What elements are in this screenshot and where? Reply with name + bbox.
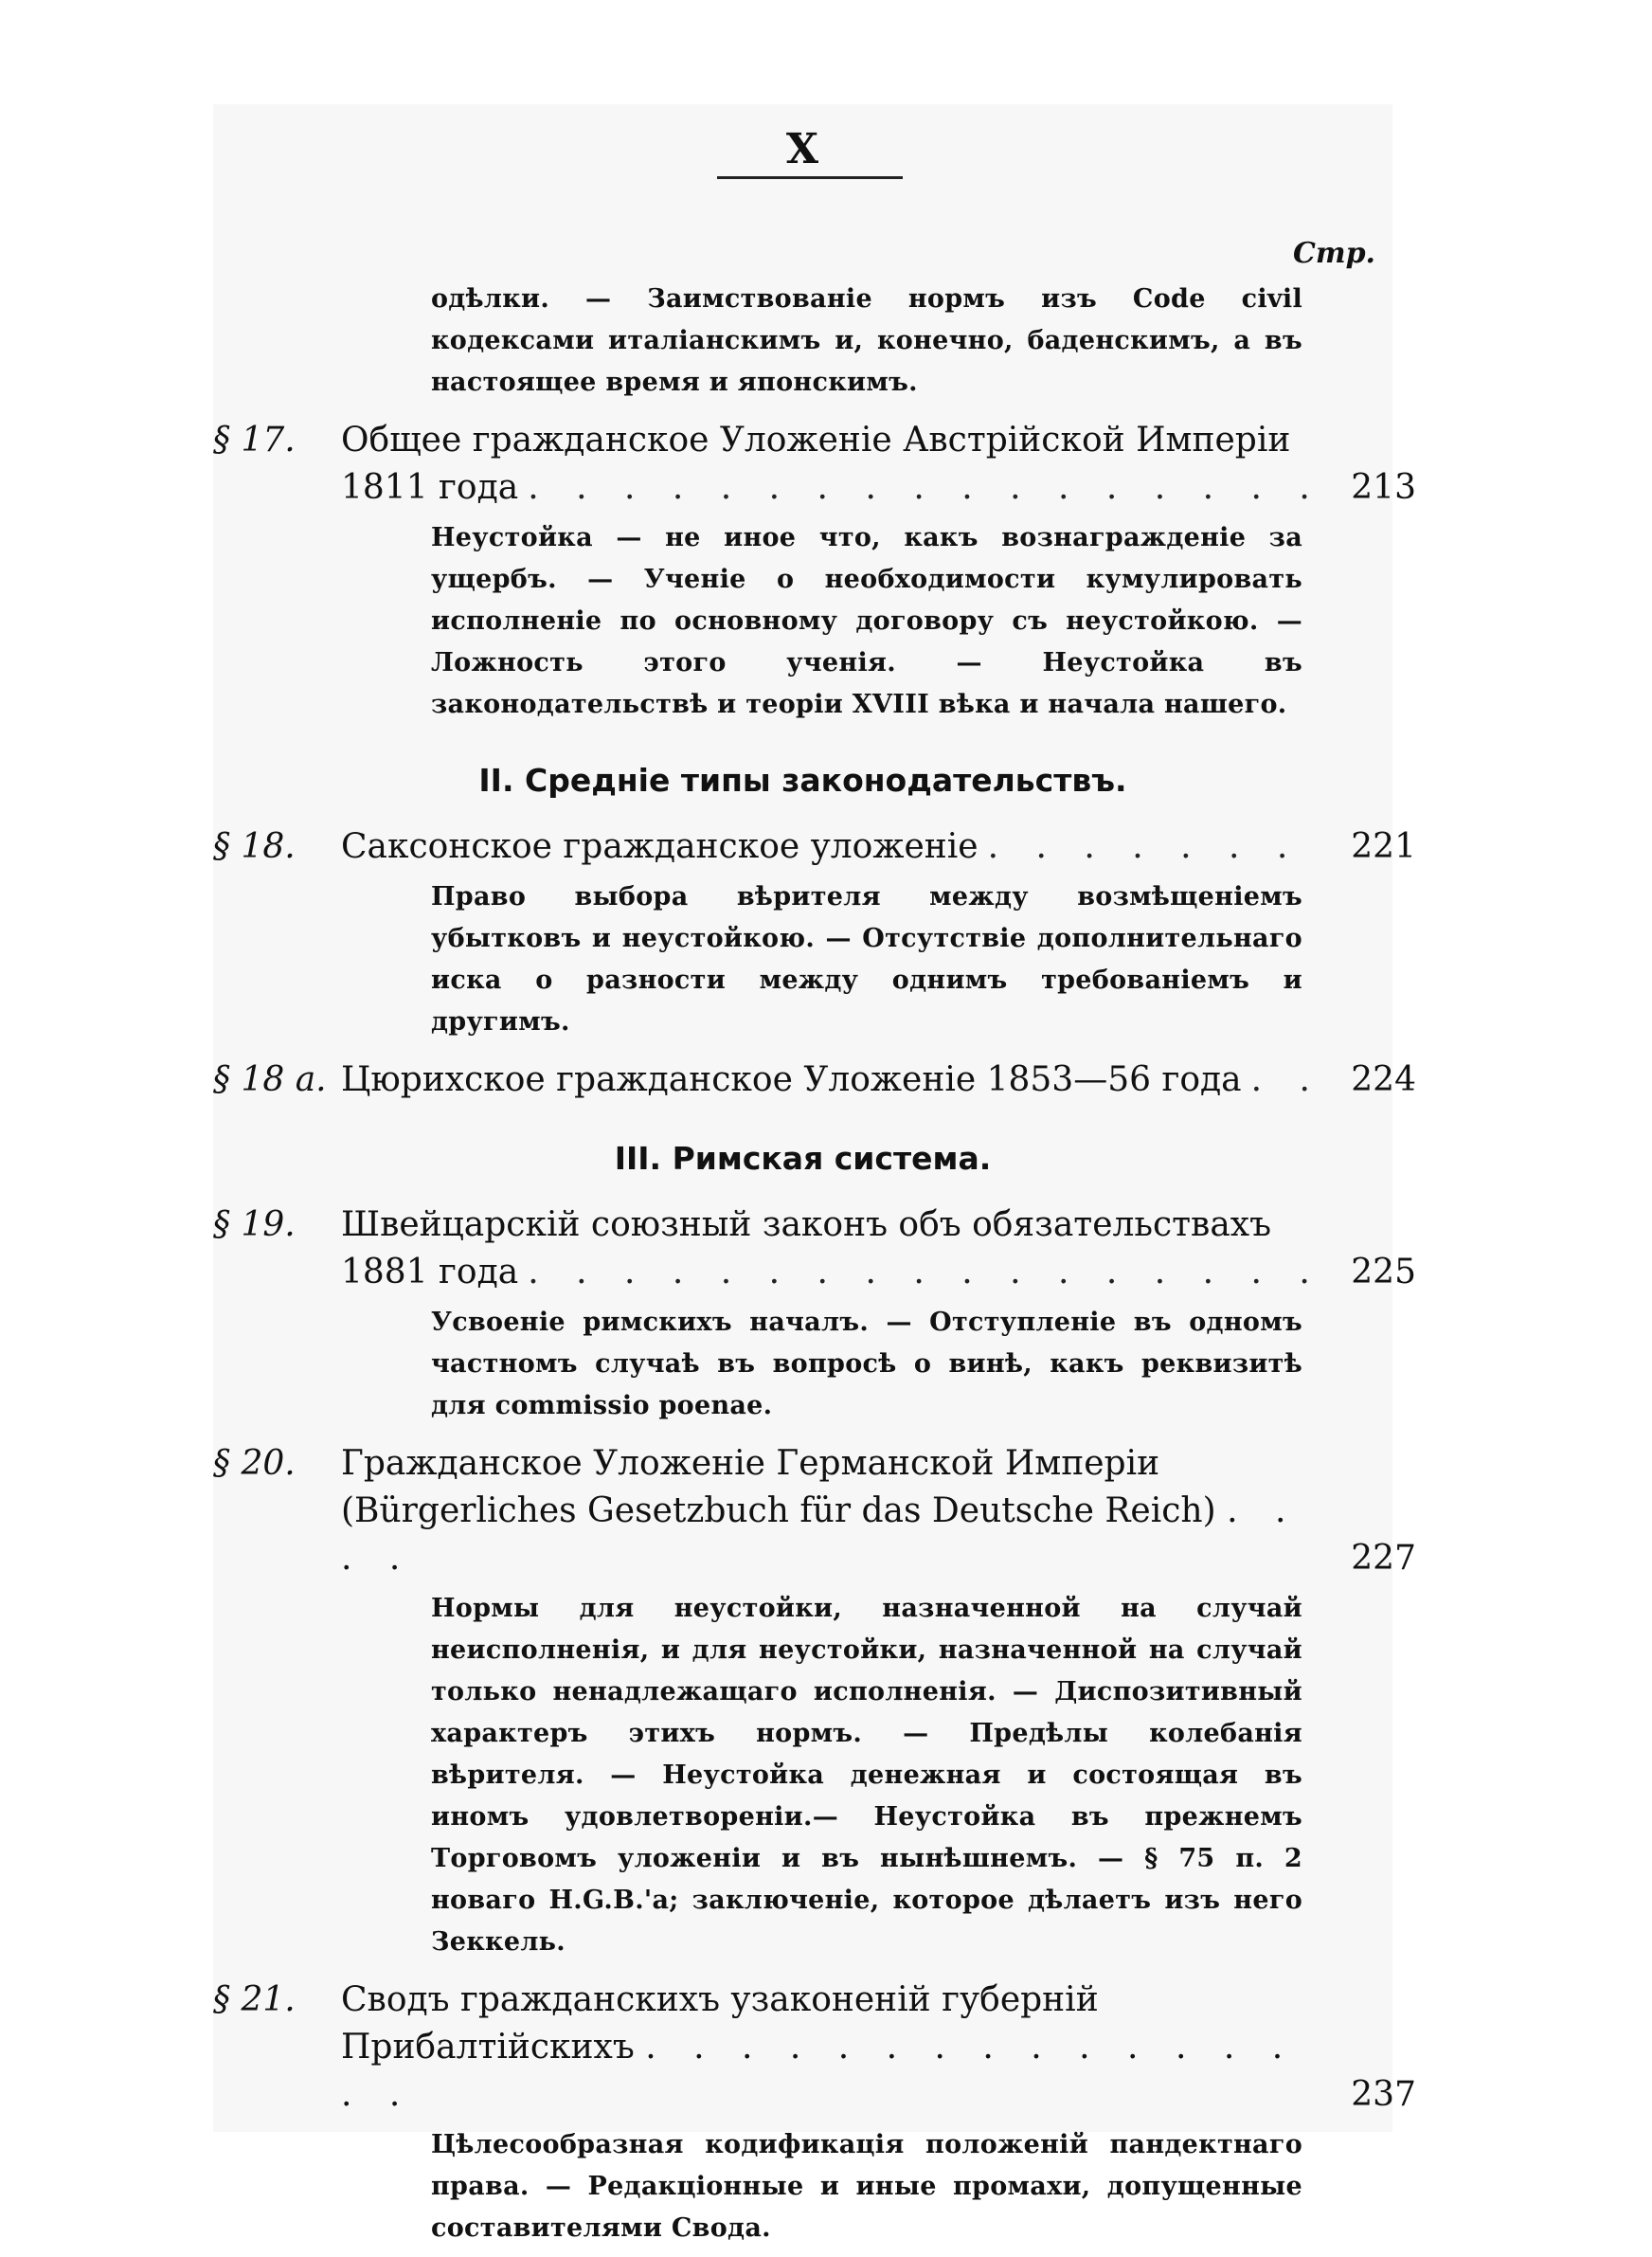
entry-title — [213, 823, 1416, 871]
toc-entry-20 — [213, 1440, 1416, 1963]
title-text: Саксонское гражданское уложеніе — [341, 827, 979, 866]
page-header — [213, 125, 1392, 173]
title-text: Цюрихское гражданское Уложеніе 1853—56 года — [341, 1060, 1242, 1099]
title-text-end: 1881 года — [341, 1253, 519, 1291]
title-text: Сводъ гражданскихъ узаконеній губерній Прибалтійскихъ — [341, 1980, 1099, 2067]
header-rule — [717, 176, 903, 179]
section-heading-2: II. Средніе типы законодательствъ. — [478, 762, 1127, 799]
toc-entry-18 — [213, 823, 1416, 1043]
toc-entry-17 — [213, 417, 1416, 726]
dot-leader — [988, 823, 1312, 871]
title-text-end: 1811 года — [341, 468, 519, 507]
section-heading-3: III. Римская система. — [614, 1140, 992, 1177]
section-number: § 20. — [213, 1444, 296, 1483]
page-ref: 221 — [1351, 827, 1416, 866]
table-of-contents — [213, 275, 1416, 2249]
page-number: X — [785, 125, 820, 173]
dot-leader: . . . . . . . . . . . . . . . . — [341, 2028, 1297, 2114]
title-last-line — [341, 1440, 1321, 1582]
dot-leader: . . . . — [341, 1491, 1300, 1578]
title-last-line — [341, 1977, 1321, 2119]
entry-title — [213, 417, 1416, 512]
scanned-page — [213, 104, 1416, 2243]
entry-abstract: Неустойка — не иное что, какъ вознагражденіе за ущербъ. — Ученіе о необходимости кумулировать исполненіе по основному договору съ неустойкою. — Ложность этого ученія. — Неустойка въ законодательствѣ и теоріи XVIII вѣка и начала нашего. — [431, 523, 1302, 719]
title-text: Гражданское Уложеніе Германской Имперіи (Bürgerliches Gesetzbuch für das Deutsche Reich) — [341, 1444, 1216, 1530]
section-number: § 18 a. — [213, 1060, 327, 1099]
dot-leader — [1251, 1056, 1312, 1104]
title-text: Швейцарскій союзный законъ объ обязательствахъ — [341, 1205, 1271, 1244]
entry-abstract: Цѣлесообразная кодификація положеній пандектнаго права. — Редакціонные и иные промахи, допущенные составителями Свода. — [431, 2130, 1302, 2243]
title-last-line — [341, 1249, 1321, 1296]
toc-entry-19 — [213, 1201, 1416, 1427]
entry-title — [213, 1201, 1416, 1296]
section-number: § 17. — [213, 421, 296, 460]
section-number: § 19. — [213, 1205, 296, 1244]
page-ref: 237 — [1351, 2075, 1416, 2114]
entry-abstract: Право выбора вѣрителя между возмѣщеніемъ убытковъ и неустойкою. — Отсутствіе дополнительнаго иска о разности между однимъ требованіемъ и другимъ. — [431, 882, 1302, 1037]
title-last-line — [341, 823, 1321, 871]
page-column-label: Стр. — [1292, 237, 1375, 270]
dot-leader — [528, 1249, 1312, 1296]
toc-entry-21 — [213, 1977, 1416, 2249]
entry-abstract: Нормы для неустойки, назначенной на случай неисполненія, и для неустойки, назначенной на случай только ненадлежащаго исполненія. — Диспозитивный характеръ этихъ нормъ. — Предѣлы колебанія вѣрителя. — Неустойка денежная и состоящая въ иномъ удовлетвореніи.— Неустойка въ прежнемъ Торговомъ уложеніи и въ нынѣшнемъ. — § 75 п. 2 новаго H.G.B.'а; заключеніе, которое дѣлаетъ изъ него Зеккель. — [431, 1594, 1302, 1957]
toc-entry-18a — [213, 1056, 1416, 1104]
entry-title — [213, 1056, 1416, 1104]
title-last-line — [341, 464, 1321, 512]
entry-title — [213, 1440, 1416, 1582]
page-ref: 213 — [1351, 468, 1416, 507]
entry-title — [213, 1977, 1416, 2119]
entry-abstract: Усвоеніе римскихъ началъ. — Отступленіе въ одномъ частномъ случаѣ въ вопросѣ о винѣ, какъ реквизитѣ для commissio poenae. — [431, 1308, 1302, 1420]
page-ref: 227 — [1351, 1539, 1416, 1578]
title-text: Общее гражданское Уложеніе Австрійской Имперіи — [341, 421, 1291, 460]
page-ref: 224 — [1351, 1060, 1416, 1099]
title-last-line — [341, 1056, 1321, 1104]
intro-abstract: одѣлки. — Заимствованіе нормъ изъ Code civil кодексами италіанскимъ и, конечно, баденскимъ, а въ настоящее время и японскимъ. — [431, 284, 1302, 397]
section-number: § 18. — [213, 827, 296, 866]
page-ref: 225 — [1351, 1253, 1416, 1291]
section-number: § 21. — [213, 1980, 296, 2019]
dot-leader — [528, 464, 1312, 512]
